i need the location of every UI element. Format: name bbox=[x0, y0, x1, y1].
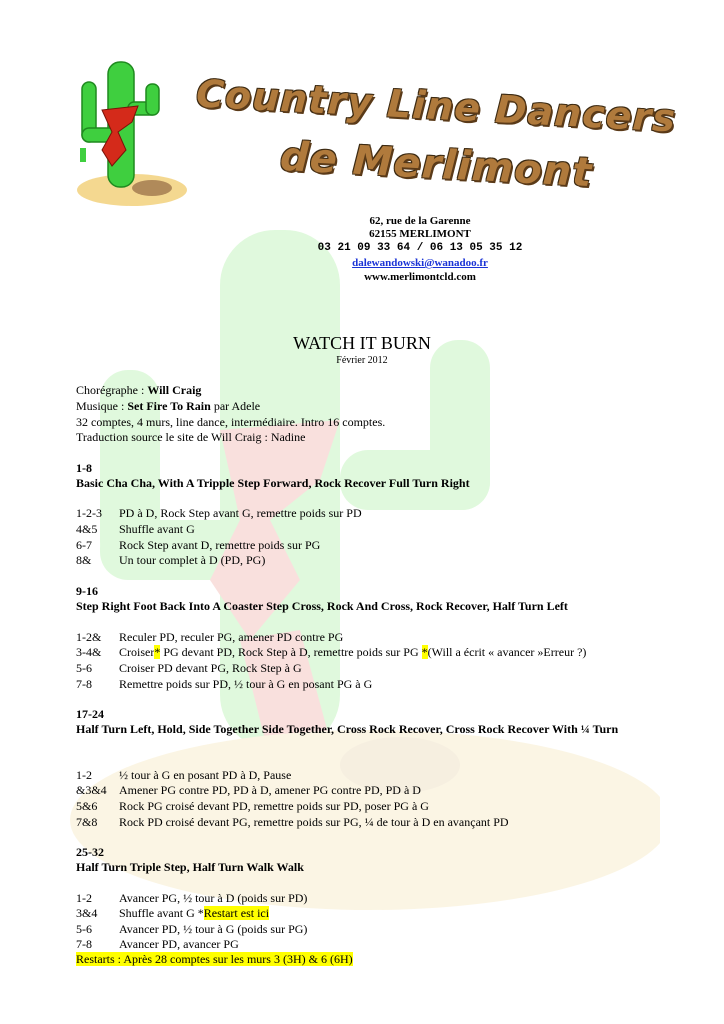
highlight-mark: * bbox=[154, 645, 161, 659]
title-line-1: Country Line Dancers bbox=[195, 71, 678, 141]
choreographer-line: Chorégraphe : Will Craig bbox=[76, 383, 202, 397]
step-row: 5&6 Rock PG croisé devant PD, remettre poids sur PD, poser PG à G bbox=[76, 799, 429, 813]
step-row: 5-6 Avancer PD, ½ tour à G (poids sur PG) bbox=[76, 922, 308, 936]
section-range: 17-24 bbox=[76, 707, 104, 721]
address-street: 62, rue de la Garenne bbox=[369, 215, 471, 227]
step-row: 8& Un tour complet à D (PD, PG) bbox=[76, 553, 266, 567]
step-row: 6-7 Rock Step avant D, remettre poids sur PG bbox=[76, 538, 321, 552]
highlight-mark: * bbox=[421, 645, 428, 659]
step-row: 3&4 Shuffle avant G *Restart est ici bbox=[76, 906, 270, 920]
email-link[interactable]: dalewandowski@wanadoo.fr bbox=[352, 257, 488, 269]
step-row: 7-8 Remettre poids sur PD, ½ tour à G en posant PG à G bbox=[76, 677, 373, 691]
step-row: 7-8 Avancer PD, avancer PG bbox=[76, 937, 239, 951]
step-row: 1-2-3 PD à D, Rock Step avant G, remettre poids sur PD bbox=[76, 506, 362, 520]
section-title: Half Turn Triple Step, Half Turn Walk Walk bbox=[76, 860, 304, 874]
step-row: 1-2 Avancer PG, ½ tour à D (poids sur PD) bbox=[76, 891, 308, 905]
step-row: 1-2 ½ tour à G en posant PD à D, Pause bbox=[76, 768, 292, 782]
step-row: &3&4 Amener PG contre PD, PD à D, amener PG contre PD, PD à D bbox=[76, 783, 421, 797]
step-row: 1-2& Reculer PD, reculer PG, amener PD contre PG bbox=[76, 630, 344, 644]
title-line-2: de Merlimont bbox=[279, 133, 594, 197]
step-row: 7&8 Rock PD croisé devant PG, remettre poids sur PG, ¼ de tour à D en avançant PD bbox=[76, 815, 509, 829]
section-title: Half Turn Left, Hold, Side Together Side Together, Cross Rock Recover, Cross Rock Recover With ¼ Turn bbox=[76, 722, 619, 736]
section-title: Basic Cha Cha, With A Tripple Step Forward, Rock Recover Full Turn Right bbox=[76, 476, 470, 490]
section-range: 9-16 bbox=[76, 584, 98, 598]
dance-details: 32 comptes, 4 murs, line dance, intermédiaire. Intro 16 comptes. bbox=[76, 415, 386, 429]
phone-numbers: 03 21 09 33 64 / 06 13 05 35 12 bbox=[317, 242, 523, 254]
restart-highlight: Restart est ici bbox=[203, 906, 270, 920]
step-row: 5-6 Croiser PD devant PG, Rock Step à G bbox=[76, 661, 302, 675]
section-range: 25-32 bbox=[76, 845, 104, 859]
address-city: 62155 MERLIMONT bbox=[369, 228, 471, 240]
section-range: 1-8 bbox=[76, 461, 92, 475]
dance-title: WATCH IT BURN bbox=[293, 333, 431, 353]
dance-date: Février 2012 bbox=[336, 355, 388, 366]
music-line: Musique : Set Fire To Rain par Adele bbox=[76, 399, 261, 413]
translation-credit: Traduction source le site de Will Craig : Nadine bbox=[76, 430, 306, 444]
step-row: 3-4& Croiser* PG devant PD, Rock Step à D, remettre poids sur PG *(Will a écrit « avancer »Erreur ?) bbox=[76, 645, 587, 659]
restarts-note: Restarts : Après 28 comptes sur les murs 3 (3H) & 6 (6H) bbox=[76, 952, 353, 966]
step-row: 4&5 Shuffle avant G bbox=[76, 522, 195, 536]
section-title: Step Right Foot Back Into A Coaster Step Cross, Rock And Cross, Rock Recover, Half Turn Left bbox=[76, 599, 568, 613]
website: www.merlimontcld.com bbox=[364, 271, 476, 283]
